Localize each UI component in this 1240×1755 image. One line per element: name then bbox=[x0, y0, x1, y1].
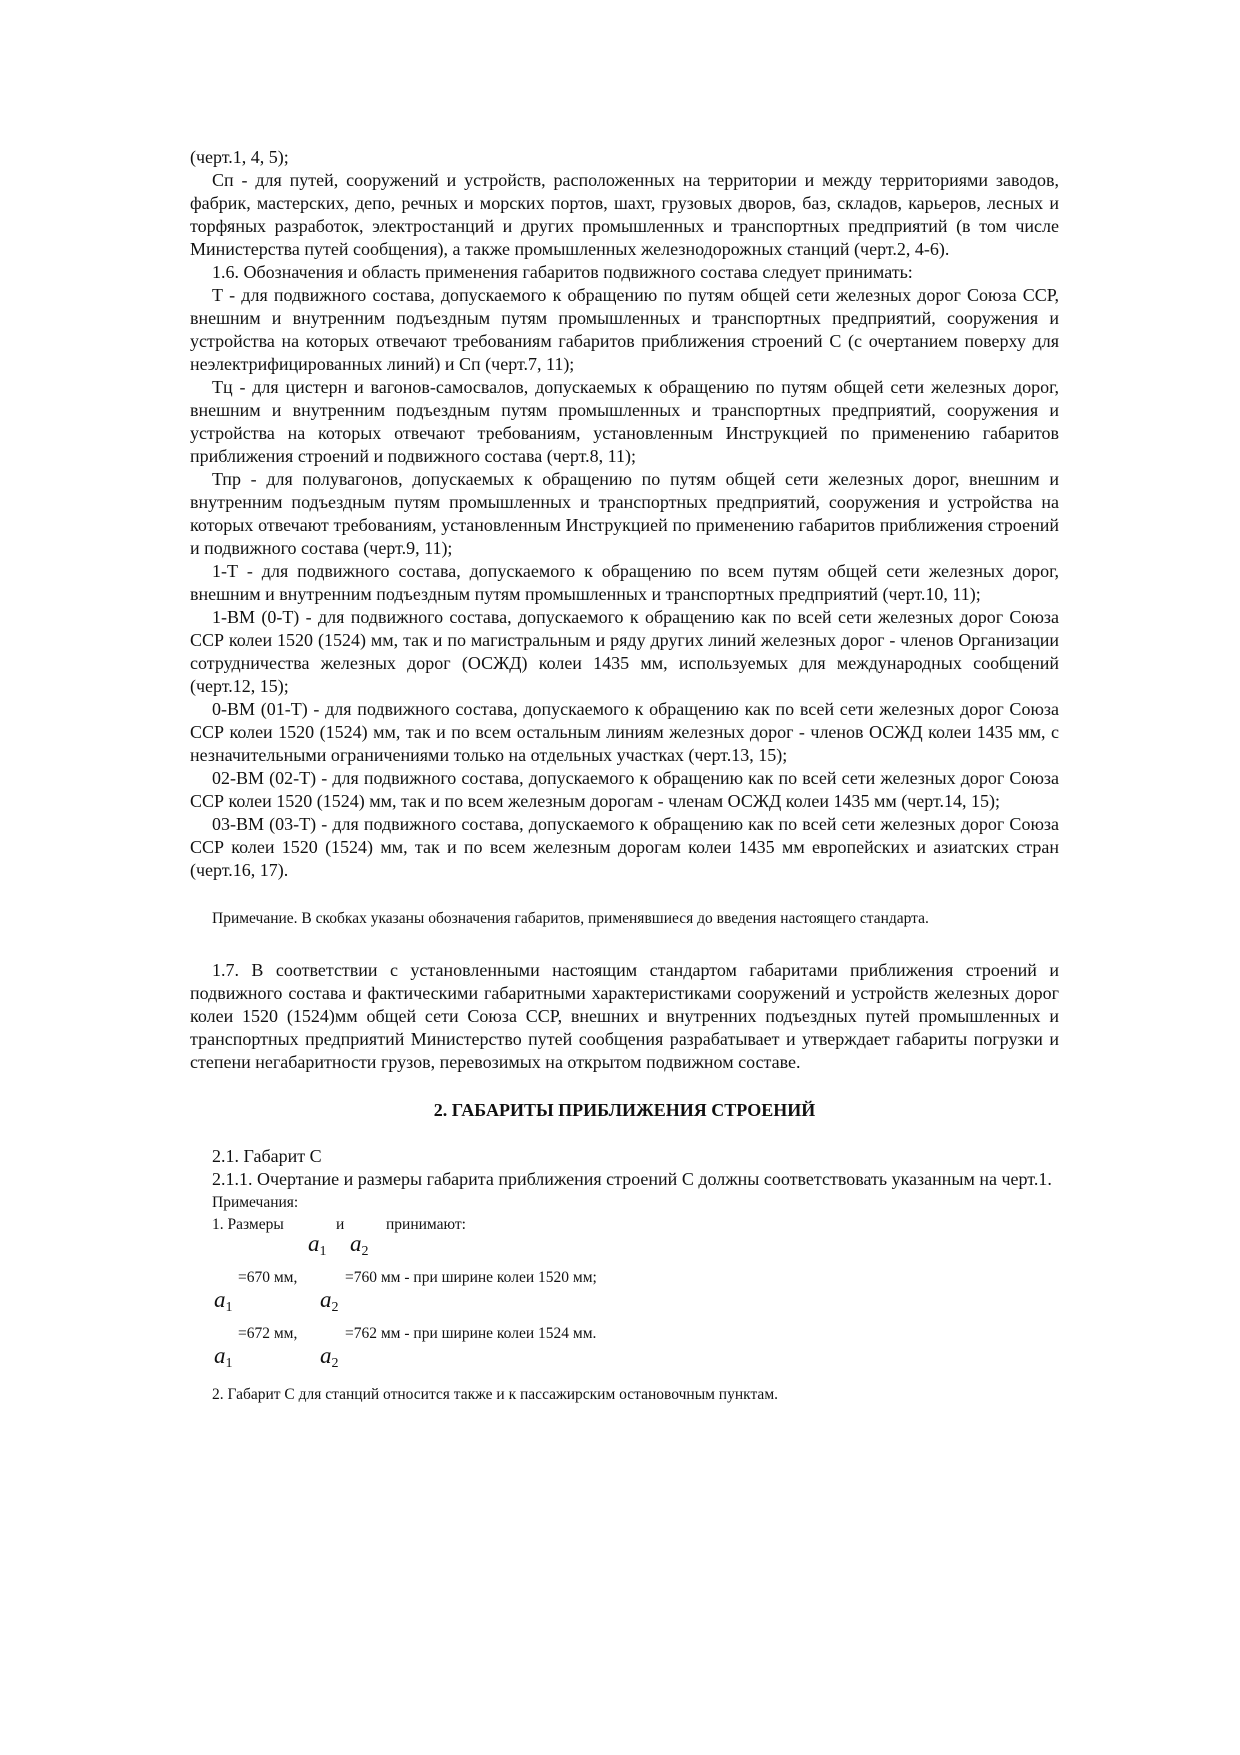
paragraph-t: Т - для подвижного состава, допускаемого к обращению по путям общей сети железных дорог Союза ССР, внешним и внутренним подъездным путям промышленных и транспортных предприятий, сооружения и устройства на которых отвечают требованиям габаритов приближения строений С (с очертанием поверху для неэлектрифицированных линий) и Сп (черт.7, 11); bbox=[190, 285, 1059, 374]
notes-label: Примечания: bbox=[212, 1194, 299, 1211]
note-item-1-text-c: принимают: bbox=[386, 1216, 466, 1233]
paragraph-2-1-1: 2.1.1. Очертание и размеры габарита приближения строений С должны соответствовать указанным на черт.1. bbox=[212, 1169, 1052, 1189]
paragraph-continuation: (черт.1, 4, 5); bbox=[190, 147, 289, 167]
paragraph-1-6: 1.6. Обозначения и область применения габаритов подвижного состава следует принимать: bbox=[212, 262, 913, 282]
paragraph-1-t: 1-Т - для подвижного состава, допускаемого к обращению по всем путям общей сети железных дорог, внешним и внутренним подъездным путям промышленных и транспортных предприятий (черт.10, 11); bbox=[190, 561, 1059, 604]
symbol-a1: $a_1$ bbox=[308, 1231, 327, 1259]
note-abbreviations: Примечание. В скобках указаны обозначения габаритов, применявшиеся до введения настоящего стандарта. bbox=[212, 910, 929, 927]
value-a2-1520: =760 мм - при ширине колеи 1520 мм; bbox=[345, 1269, 597, 1286]
paragraph-tc: Тц - для цистерн и вагонов-самосвалов, допускаемых к обращению по путям общей сети железных дорог, внешним и внутренним подъездным путям промышленных и транспортных предприятий, сооружения и устройства на которых отвечают требованиям, установленным Инструкцией по применению габаритов приближения строений и подвижного состава (черт.8, 11); bbox=[190, 377, 1059, 466]
value-a1-1524: =672 мм, bbox=[238, 1325, 298, 1342]
section-heading: 2. ГАБАРИТЫ ПРИБЛИЖЕНИЯ СТРОЕНИЙ bbox=[433, 1100, 816, 1120]
paragraph-sp: Сп - для путей, сооружений и устройств, расположенных на территории и между территориями заводов, фабрик, мастерских, депо, речных и морских портов, шахт, грузовых дворов, баз, складов, карьеров, лесных и торфяных разработок, электростанций и других промышленных и транспортных предприятий (в том числе Министерства путей сообщения), а также промышленных железнодорожных станций (черт.2, 4-6). bbox=[190, 170, 1059, 259]
paragraph-03-vm: 03-ВМ (03-Т) - для подвижного состава, допускаемого к обращению как по всей сети железных дорог Союза ССР колеи 1520 (1524) мм, так и по всем железным дорогам колеи 1435 мм европейских и азиатских стран (черт.16, 17). bbox=[190, 814, 1059, 880]
note-item-1-text-b: и bbox=[336, 1216, 345, 1233]
paragraph-2-1: 2.1. Габарит С bbox=[212, 1146, 322, 1166]
paragraph-tpr: Тпр - для полувагонов, допускаемых к обращению по путям общей сети железных дорог, внешним и внутренним подъездным путям промышленных и транспортных предприятий, сооружения и устройства на которых отвечают требованиям, установленным Инструкцией по применению габаритов приближения строений и подвижного состава (черт.9, 11); bbox=[190, 469, 1059, 558]
note-item-2: 2. Габарит С для станций относится также и к пассажирским остановочным пунктам. bbox=[212, 1386, 778, 1403]
notes-block bbox=[190, 1191, 1059, 1441]
value-a1-1520: =670 мм, bbox=[238, 1269, 298, 1286]
document-page bbox=[190, 146, 1059, 1441]
symbol-a1-row1: $a_1$ bbox=[214, 1287, 233, 1315]
symbol-a2: $a_2$ bbox=[350, 1231, 369, 1259]
note-item-1-text-a: 1. Размеры bbox=[212, 1216, 284, 1233]
paragraph-1-7: 1.7. В соответствии с установленными настоящим стандартом габаритами приближения строений и подвижного состава и фактическими габаритными характеристиками сооружений и устройств железных дорог колеи 1520 (1524)мм общей сети Союза ССР, внешних и внутренних подъездных путей промышленных и транспортных предприятий Министерство путей сообщения разрабатывает и утверждает габариты погрузки и степени негабаритности грузов, перевозимых на открытом подвижном составе. bbox=[190, 960, 1059, 1072]
symbol-a2-row2: $a_2$ bbox=[320, 1343, 339, 1371]
value-a2-1524: =762 мм - при ширине колеи 1524 мм. bbox=[345, 1325, 597, 1342]
paragraph-0-vm: 0-ВМ (01-Т) - для подвижного состава, допускаемого к обращению как по всей сети железных дорог Союза ССР колеи 1520 (1524) мм, так и по всем остальным линиям железных дорог - членов ОСЖД колеи 1435 мм, с незначительными ограничениями только на отдельных участках (черт.13, 15); bbox=[190, 699, 1059, 765]
symbol-a2-row1: $a_2$ bbox=[320, 1287, 339, 1315]
paragraph-02-vm: 02-ВМ (02-Т) - для подвижного состава, допускаемого к обращению как по всей сети железных дорог Союза ССР колеи 1520 (1524) мм, так и по всем железным дорогам - членам ОСЖД колеи 1435 мм (черт.14, 15); bbox=[190, 768, 1059, 811]
paragraph-1-vm: 1-ВМ (0-Т) - для подвижного состава, допускаемого к обращению как по всей сети железных дорог Союза ССР колеи 1520 (1524) мм, так и по магистральным и ряду других линий железных дорог - членов Организации сотрудничества железных дорог (ОСЖД) колеи 1435 мм, используемых для международных сообщений (черт.12, 15); bbox=[190, 607, 1059, 696]
symbol-a1-row2: $a_1$ bbox=[214, 1343, 233, 1371]
